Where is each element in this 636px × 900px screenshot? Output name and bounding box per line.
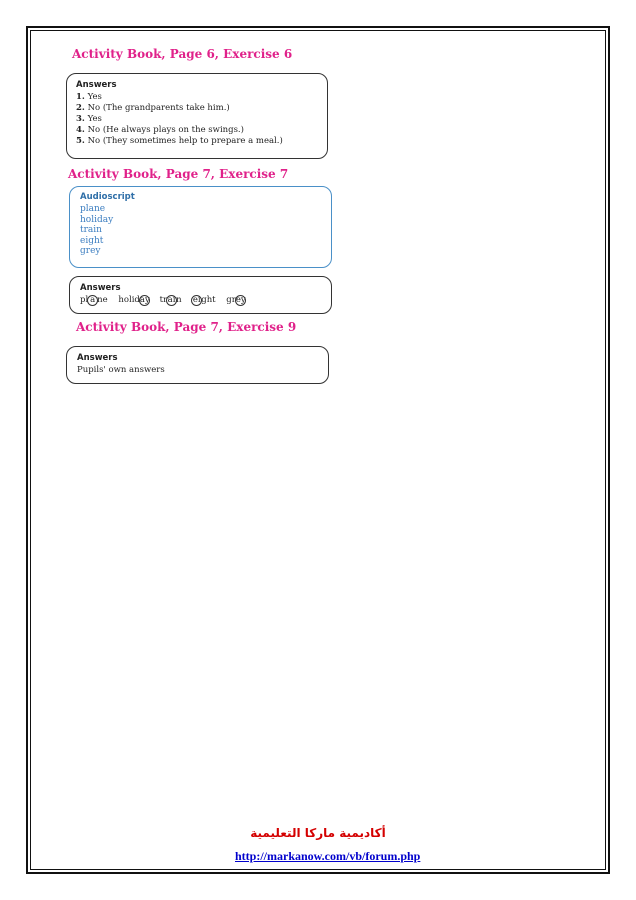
- answer-line: 5. No (They sometimes help to prepare a meal.): [76, 136, 283, 146]
- circled-word: holiday: [118, 295, 150, 305]
- audioscript-line: grey: [80, 246, 101, 256]
- answers-title: Answers: [77, 353, 118, 363]
- audioscript-line: plane: [80, 204, 106, 214]
- circled-words-row: [80, 295, 321, 306]
- circled-word: pl a ne: [80, 295, 108, 305]
- circle-mark: ay: [139, 295, 150, 305]
- answers-box-exercise-9: [66, 346, 329, 384]
- footer-academy-name: أكاديمية ماركا التعليمية: [250, 826, 386, 840]
- audioscript-line: train: [80, 225, 102, 235]
- footer-forum-link[interactable]: http://markanow.com/vb/forum.php: [235, 849, 421, 863]
- circle-mark: ey: [235, 295, 246, 305]
- audioscript-box: [69, 186, 332, 268]
- heading-exercise-9: Activity Book, Page 7, Exercise 9: [76, 320, 297, 334]
- answer-text: Pupils' own answers: [77, 365, 165, 375]
- answers-box-exercise-6: [66, 73, 328, 159]
- answer-line: 2. No (The grandparents take him.): [76, 103, 230, 113]
- answer-line: 3. Yes: [76, 114, 102, 124]
- circled-word: eight: [192, 295, 216, 305]
- circled-word: grey: [226, 295, 246, 305]
- answer-line: 4. No (He always plays on the swings.): [76, 125, 244, 135]
- answers-title: Answers: [76, 80, 117, 90]
- audioscript-line: holiday: [80, 214, 114, 225]
- circle-mark: ei: [192, 295, 201, 305]
- circled-word: train: [159, 295, 182, 305]
- heading-exercise-6: Activity Book, Page 6, Exercise 6: [72, 47, 293, 61]
- answer-line: 1. Yes: [76, 92, 102, 102]
- circle-mark: a: [87, 295, 98, 306]
- answers-box-exercise-7: [69, 276, 332, 314]
- circle-mark: ai: [167, 295, 176, 305]
- audioscript-title: Audioscript: [80, 192, 135, 202]
- audioscript-line: eight: [80, 235, 104, 246]
- answers-title: Answers: [80, 283, 121, 293]
- heading-exercise-7: Activity Book, Page 7, Exercise 7: [68, 167, 289, 181]
